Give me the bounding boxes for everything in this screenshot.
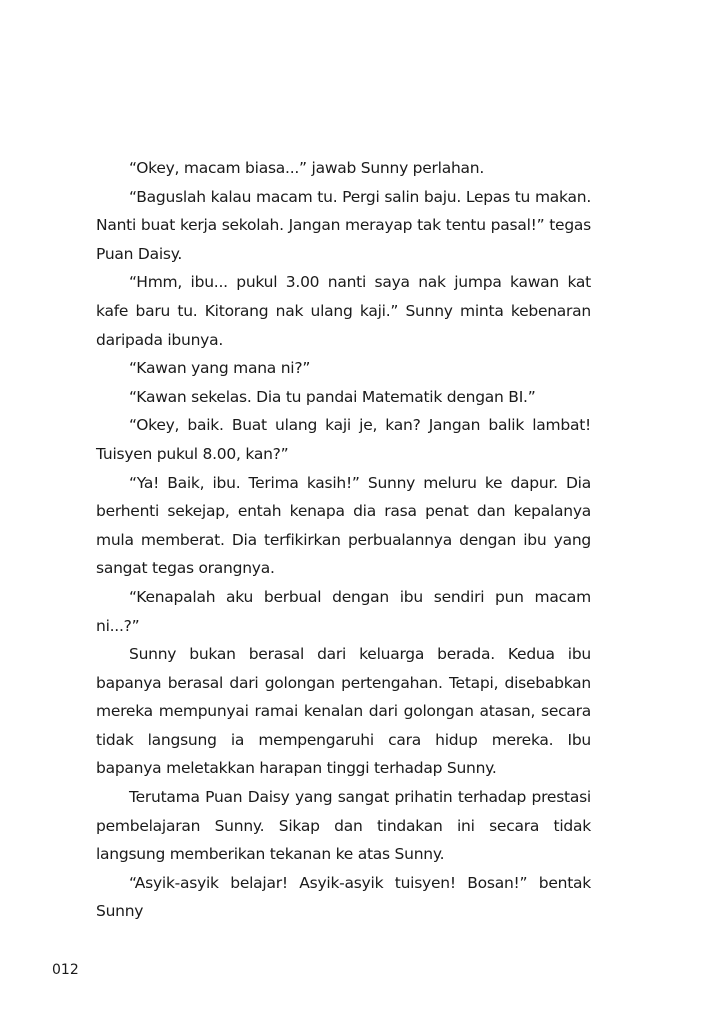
paragraph: “Kawan yang mana ni?” <box>129 359 311 378</box>
page-number: 012 <box>52 962 79 978</box>
paragraph: Terutama Puan Daisy yang sangat prihatin terhadap prestasi pembelajaran Sunny. Sikap dan tindakan ini secara tidak langsung memberikan tekanan ke atas Sunny. <box>96 788 591 864</box>
paragraph: Sunny bukan berasal dari keluarga berada. Kedua ibu bapanya berasal dari golongan pertengahan. Tetapi, disebabkan mereka mempunyai ramai kenalan dari golongan atasan, secara tidak langsung ia mempengaruhi cara hidup mereka. Ibu bapanya meletakkan harapan tinggi terhadap Sunny. <box>96 645 591 778</box>
paragraph-continued: “Asyik-asyik belajar! Asyik-asyik tuisyen! Bosan!” bentak Sunny <box>96 873 591 921</box>
body-text <box>96 154 591 926</box>
paragraph: “Hmm, ibu... pukul 3.00 nanti saya nak jumpa kawan kat kafe baru tu. Kitorang nak ulang kaji.” Sunny minta kebenaran daripada ibunya. <box>96 273 591 349</box>
paragraph: “Kenapalah aku berbual dengan ibu sendiri pun macam ni...?” <box>96 587 591 635</box>
paragraph: “Okey, macam biasa...” jawab Sunny perlahan. <box>129 159 485 177</box>
paragraph: “Kawan sekelas. Dia tu pandai Matematik dengan BI.” <box>129 387 536 406</box>
paragraph: “Okey, baik. Buat ulang kaji je, kan? Jangan balik lambat! Tuisyen pukul 8.00, kan?” <box>96 416 591 463</box>
paragraph: “Ya! Baik, ibu. Terima kasih!” Sunny meluru ke dapur. Dia berhenti sekejap, entah kenapa dia rasa penat dan kepalanya mula memberat. Dia terfikirkan perbualannya dengan ibu yang sangat tegas orangnya. <box>96 473 591 578</box>
paragraph: “Baguslah kalau macam tu. Pergi salin baju. Lepas tu makan. Nanti buat kerja sekolah. Jangan merayap tak tentu pasal!” tegas Puan Daisy. <box>96 187 591 263</box>
